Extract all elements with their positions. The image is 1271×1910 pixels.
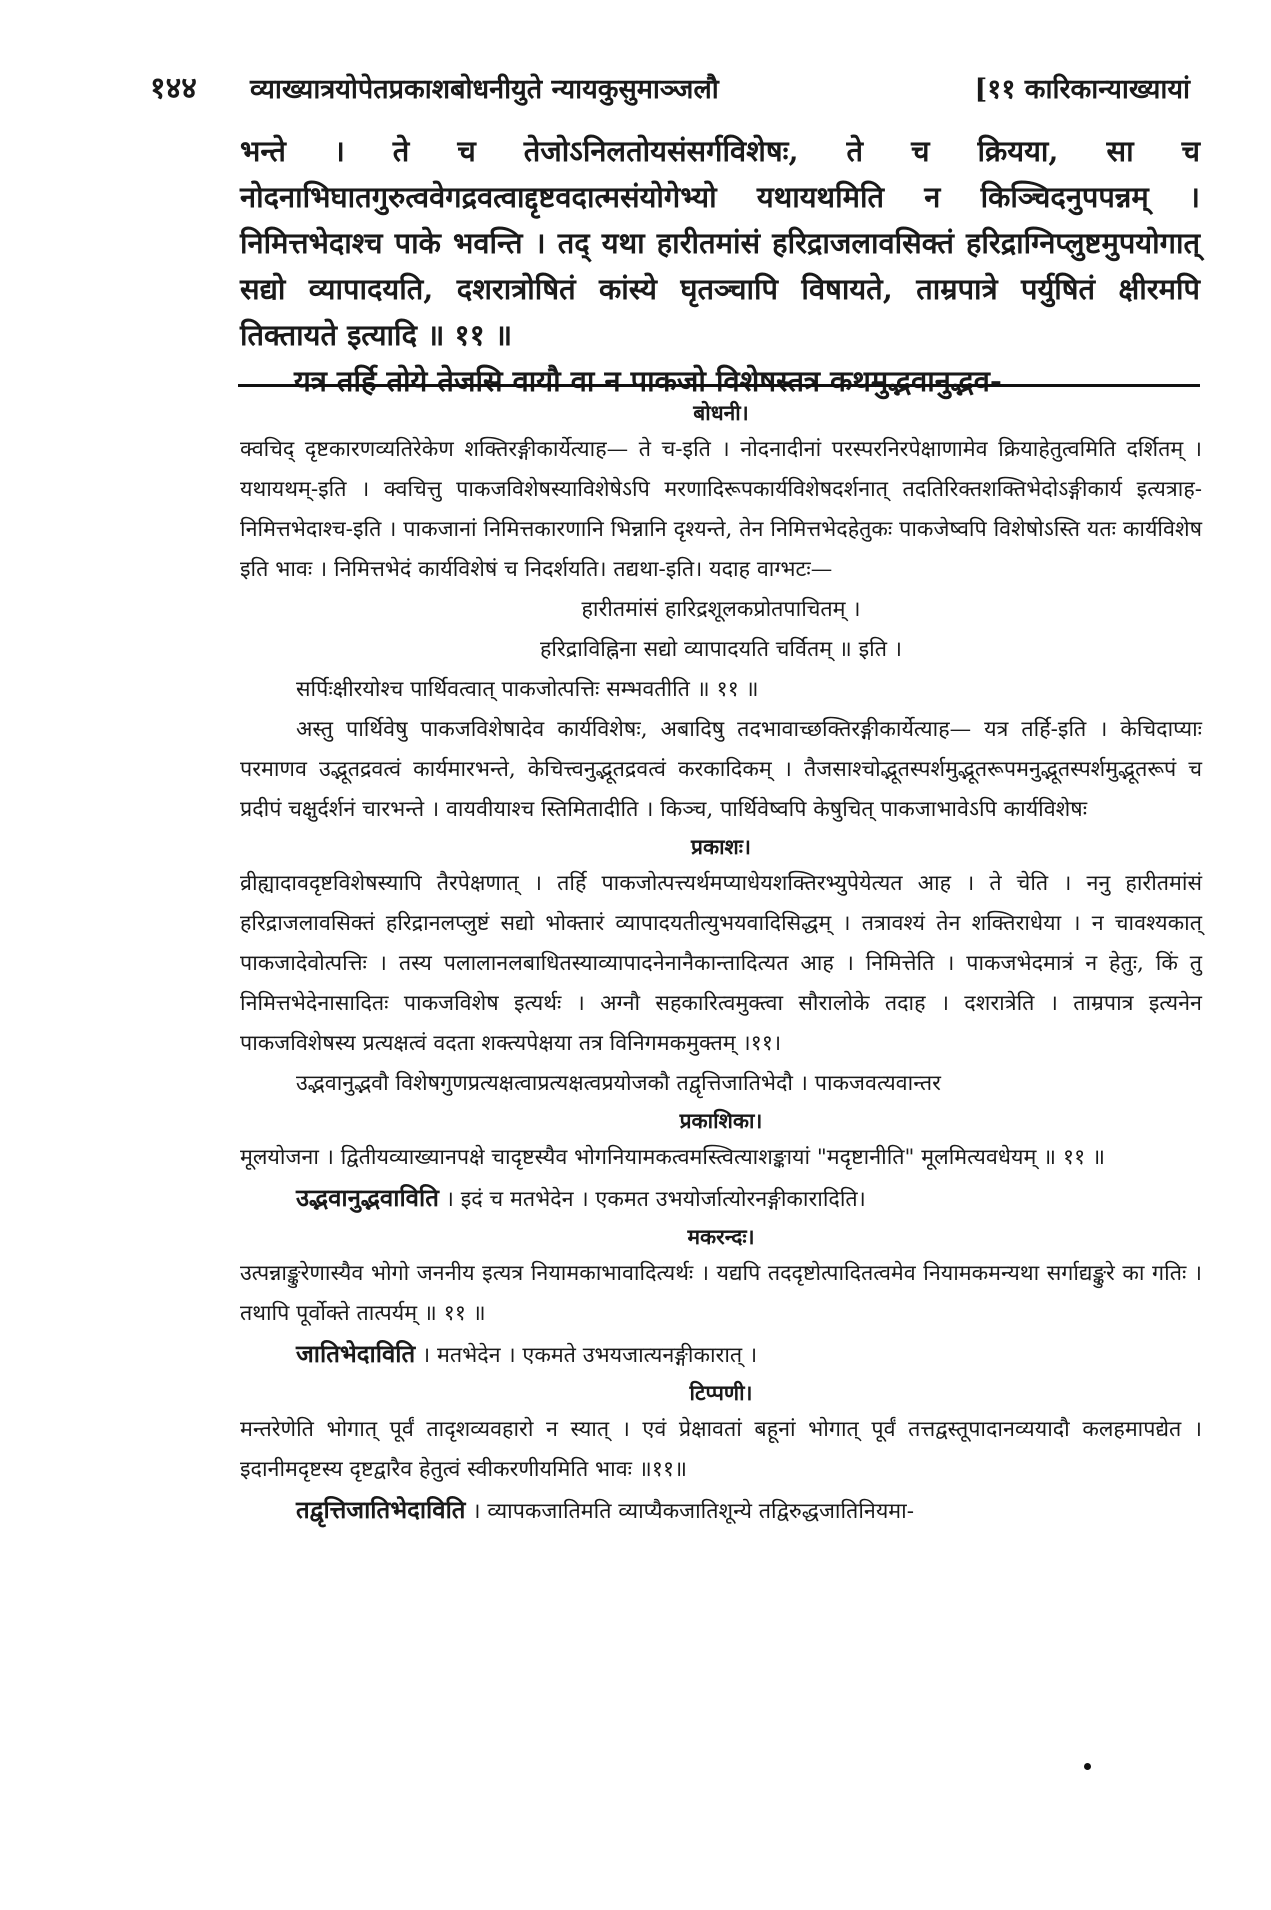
main-text (240, 128, 1200, 404)
main-paragraph-2: यत्र तर्हि तोये तेजसि वायौ वा न पाकजो विशेषस्तत्र कथमुद्भवानुद्भव- (294, 364, 1002, 398)
quoted-verse-line-2: हरिद्राविह्निना सद्यो व्यापादयति चर्वितम् ॥ इति । (540, 637, 902, 662)
bodhani-paragraph-1: क्वचिद् दृष्टकारणव्यतिरेकेण शक्तिरङ्गीकार्येत्याह— ते च-इति । नोदनादीनां परस्परनिरपेक्षाणामेव क्रियाहेतुत्वमिति दर्शितम् । यथायथम्-इति । क्वचित्तु पाकजविशेषस्याविशेषेऽपि मरणादिरूपकार्यविशेषदर्शनात् तदतिरिक्तशक्तिभेदोऽङ्गीकार्य इत्यत्राह-निमित्तभेदाश्च-इति । पाकजानां निमित्तकारणानि भिन्नानि दृश्यन्ते, तेन निमित्तभेदहेतुकः पाकजेष्वपि विशेषोऽस्ति यतः कार्यविशेष इति भावः । निमित्तभेदं कार्यविशेषं च निदर्शयति। तद्यथा-इति। यदाह वाग्भटः— (240, 437, 1202, 582)
prakasha-paragraph-2: उद्भवानुद्भवौ विशेषगुणप्रत्यक्षत्वाप्रत्यक्षत्वप्रयोजकौ तद्वृत्तिजातिभेदौ । पाकजवत्यवान्तर (296, 1071, 941, 1096)
tippani-paragraph-2-text: । व्यापकजातिमति व्याप्यैकजातिशून्ये तद्विरुद्धजातिनियमा- (465, 1499, 914, 1524)
bodhani-paragraph-2: सर्पिःक्षीरयोश्च पार्थिवत्वात् पाकजोत्पत्तिः सम्भवतीति ॥ ११ ॥ (296, 677, 759, 702)
prakashika-paragraph-2 (240, 1178, 1202, 1220)
main-paragraph-1: भन्ते । ते च तेजोऽनिलतोयसंसर्गविशेषः, ते च क्रियया, सा च नोदनाभिघातगुरुत्ववेगद्रवत्वाद्दृष्टवदात्मसंयोगेभ्यो यथायथमिति न किञ्चिदनुपपन्नम् । निमित्तभेदाश्च पाके भवन्ति । तद् यथा हारीतमांसं हरिद्राजलावसिक्तं हरिद्राग्निप्लुष्टमुपयोगात् सद्यो व्यापादयति, दशरात्रोषितं कांस्ये घृतञ्चापि विषायते, ताम्रपात्रे पर्युषितं क्षीरमपि तिक्तायते इत्यादि ॥ ११ ॥ (240, 134, 1200, 352)
tippani-paragraph-2 (240, 1490, 1202, 1532)
makaranda-paragraph-1: उत्पन्नाङ्कुरेणास्यैव भोगो जननीय इत्यत्र नियामकाभावादित्यर्थः । यद्यपि तददृष्टोत्पादितत्वमेव नियामकमन्यथा सर्गाद्यङ्कुरे का गतिः । तथापि पूर्वोक्ते तात्पर्यम् ॥ ११ ॥ (240, 1261, 1202, 1326)
prakashika-paragraph-1: मूलयोजना । द्वितीयव्याख्यानपक्षे चादृष्टस्यैव भोगनियामकत्वमस्त्वित्याशङ्कायां "मदृष्टानीति" मूलमित्यवधेयम् ॥ ११ ॥ (240, 1145, 1105, 1170)
makaranda-heading: मकरन्दः। (687, 1224, 755, 1249)
prakasha-paragraph-1: व्रीह्यादावदृष्टविशेषस्यापि तैरपेक्षणात् । तर्हि पाकजोत्पत्त्यर्थमप्याधेयशक्तिरभ्युपेयेत्यत आह । ते चेति । ननु हारीतमांसं हरिद्राजलावसिक्तं हरिद्रानलप्लुष्टं सद्यो भोक्तारं व्यापादयतीत्युभयवादिसिद्धम् । तत्रावश्यं तेन शक्तिराधेया । न चावश्यकात् पाकजादेवोत्पत्तिः । तस्य पलालानलबाधितस्याव्यापादनेनानैकान्तादित्यत आह । निमित्तेति । पाकजभेदमात्रं न हेतुः, किं तु निमित्तभेदेनासादितः पाकजविशेष इत्यर्थः । अग्नौ सहकारित्वमुक्त्वा सौरालोके तदाह । दशरात्रेति । ताम्रपात्र इत्यनेन पाकजविशेषस्य प्रत्यक्षत्वं वदता शक्त्यपेक्षया तत्र विनिगमकमुक्तम् ।११। (240, 871, 1202, 1056)
makaranda-paragraph-2-text: । मतभेदेन । एकमते उभयजात्यनङ्गीकारात् । (415, 1343, 758, 1368)
tippani-heading: टिप्पणी। (689, 1380, 753, 1405)
bodhani-heading: बोधनी। (693, 400, 749, 425)
section-divider (238, 384, 1200, 387)
running-section: [११ कारिकान्याख्यायां (974, 74, 1190, 105)
prakasha-heading: प्रकाशः। (691, 834, 751, 859)
page-header (150, 66, 1190, 107)
tippani-paragraph-1: मन्तरेणेति भोगात् पूर्वं तादृशव्यवहारो न स्यात् । एवं प्रेक्षावतां बहूनां भोगात् पूर्वं तत्तद्वस्तूपादानव्ययादौ कलहमापद्येत । इदानीमदृष्टस्य दृष्टद्वारैव हेतुत्वं स्वीकरणीयमिति भावः ॥११॥ (240, 1417, 1202, 1482)
bodhani-paragraph-3: अस्तु पार्थिवेषु पाकजविशेषादेव कार्यविशेषः, अबादिषु तदभावाच्छक्तिरङ्गीकार्येत्याह— यत्र तर्हि-इति । केचिदाप्याः परमाणव उद्भूतद्रवत्वं कार्यमारभन्ते, केचित्त्वनुद्भूतद्रवत्वं करकादिकम् । तैजसाश्चोद्भूतस्पर्शमुद्भूतरूपमनुद्भूतस्पर्शमुद्भूतरूपं च प्रदीपं चक्षुर्दर्शनं चारभन्ते । वायवीयाश्च स्तिमितादीति । किञ्च, पार्थिवेष्वपि केषुचित् पाकजाभावेऽपि कार्यविशेषः (240, 717, 1202, 822)
prakashika-pratika: उद्भवानुद्भवाविति (296, 1183, 439, 1212)
commentary-block (240, 396, 1202, 1532)
print-speck (1084, 1763, 1091, 1770)
makaranda-pratika: जातिभेदाविति (296, 1339, 416, 1368)
prakashika-heading: प्रकाशिका। (679, 1108, 763, 1133)
page-number: १४४ (150, 71, 197, 106)
makaranda-paragraph-2 (240, 1334, 1202, 1376)
prakashika-paragraph-2-text: । इदं च मतभेदेन । एकमत उभयोर्जात्योरनङ्गीकारादिति। (438, 1187, 866, 1212)
running-title: व्याख्यात्रयोपेतप्रकाशबोधनीयुते न्यायकुसुमाञ्जलौ (250, 74, 719, 105)
quoted-verse-line-1: हारीतमांसं हारिद्रशूलकप्रोतपाचितम् । (581, 597, 861, 622)
tippani-pratika: तद्वृत्तिजातिभेदाविति (296, 1495, 466, 1524)
